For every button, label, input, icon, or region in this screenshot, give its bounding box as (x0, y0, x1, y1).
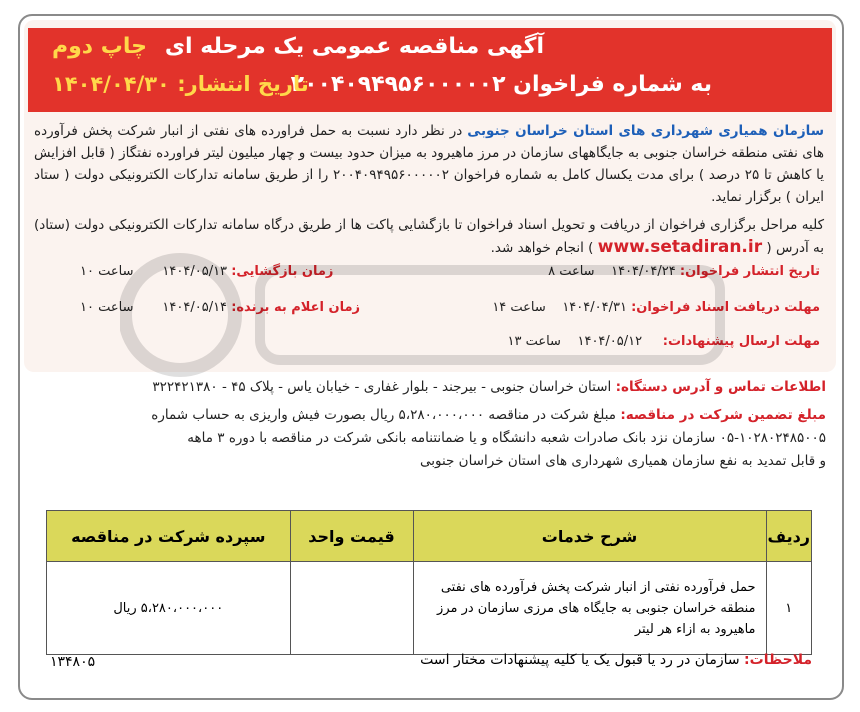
intro-text: در نظر دارد نسبت به حمل فراورده های نفتی از انبار شرکت پخش فرآورده های نفتی منطقه خراسان جنوبی به جایگاههای سازمان در مرز ماهیرود به میزان حدود بیست و چهار میلیون لیتر فراورده نفتگاز ( قابل افزایش یا کاهش تا ۲۵ درصد ) برای مدت یکسال کامل به شماره فراخوان ۲۰۰۴۰۹۴۹۵۶۰۰۰۰۰۲ را از طریق سامانه تدارکات الکترونیکی دولت ( ستاد ایران ) برگزار نماید. (34, 123, 824, 205)
contact-label: اطلاعات تماس و آدرس دستگاه: (615, 379, 826, 395)
docs-date: ۱۴۰۴/۰۴/۳۱ (562, 300, 627, 315)
publish-label: تاریخ انتشار فراخوان: (679, 264, 820, 279)
opening-label: زمان بازگشایی: (231, 264, 334, 279)
remarks (420, 652, 812, 668)
col-deposit: سپرده شرکت در مناقصه (47, 511, 291, 562)
winner-time: ساعت ۱۰ (80, 300, 134, 315)
opening-time: ساعت ۱۰ (80, 264, 134, 279)
org-name: سازمان همیاری شهرداری های استان خراسان جنوبی (467, 123, 825, 139)
intro-paragraph (34, 120, 824, 208)
procedure-text-b: ) انجام خواهد شد. (490, 240, 594, 256)
cell-deposit: ۵،۲۸۰،۰۰۰،۰۰۰ ریال (47, 562, 291, 655)
watermark-logo (120, 240, 740, 390)
col-description: شرح خدمات (413, 511, 766, 562)
services-table (46, 510, 812, 655)
procedure-text-a: کلیه مراحل برگزاری فراخوان از دریافت و تحویل اسناد فراخوان تا بازگشایی پاکت ها از طریق درگاه سامانه تدارکات الکترونیکی دولت (ستاد) به آدرس ( (34, 217, 824, 256)
contact-text: استان خراسان جنوبی - بیرجند - بلوار غفاری - خیابان یاس - پلاک ۴۵ - ۳۲۲۴۲۱۳۸۰ (152, 379, 612, 395)
remarks-text: سازمان در رد یا قبول یک یا کلیه پیشنهادات مختار است (420, 652, 740, 668)
guarantee-text-2: ۰۵-۱۰۲۸۰۲۴۸۵۰۰۵ سازمان نزد بانک صادرات شعبه دانشگاه و یا ضمانتنامه بانکی شرکت در مناقصه با دوره ۳ ماهه (187, 430, 826, 446)
winner-label: زمان اعلام به برنده: (231, 300, 361, 315)
ad-code: ۱۳۴۸۰۵ (50, 654, 96, 670)
table-row (47, 562, 812, 655)
ad-title: آگهی مناقصه عمومی یک مرحله ای (164, 34, 544, 59)
docs-label: مهلت دریافت اسناد فراخوان: (631, 300, 820, 315)
docs-time: ساعت ۱۴ (492, 300, 546, 315)
guarantee-text-1: مبلغ شرکت در مناقصه ۵،۲۸۰،۰۰۰،۰۰۰ ریال بصورت فیش واریزی به حساب شماره (151, 407, 617, 423)
cell-description: حمل فرآورده نفتی از انبار شرکت پخش فرآورده های نفتی منطقه خراسان جنوبی به جایگاه های مرزی سازمان در مرز ماهیرود به ازاء هر لیتر (413, 562, 766, 655)
guarantee-text-3: و قابل تمدید به نفع سازمان همیاری شهرداری های استان خراسان جنوبی (419, 453, 826, 469)
print-label: چاپ دوم (52, 34, 147, 59)
website-link[interactable]: www.setadiran.ir (597, 237, 763, 257)
col-index: ردیف (766, 511, 811, 562)
guarantee-block (36, 404, 826, 473)
winner-date: ۱۴۰۴/۰۵/۱۴ (162, 300, 228, 315)
publish-date-value: ۱۴۰۴/۰۴/۲۴ (611, 264, 676, 279)
tender-number: به شماره فراخوان ۲۰۰۴۰۹۴۹۵۶۰۰۰۰۰۲ (290, 72, 712, 97)
submit-time: ساعت ۱۳ (507, 334, 561, 349)
remarks-label: ملاحظات: (744, 652, 812, 668)
publish-date: تاریخ انتشار: ۱۴۰۴/۰۴/۳۰ (52, 72, 309, 96)
submit-date: ۱۴۰۴/۰۵/۱۲ (577, 334, 643, 349)
submit-label: مهلت ارسال پیشنهادات: (662, 334, 820, 349)
ad-header (28, 28, 832, 112)
cell-index: ۱ (766, 562, 811, 655)
opening-date: ۱۴۰۴/۰۵/۱۳ (162, 264, 228, 279)
col-unit-price: قیمت واحد (290, 511, 413, 562)
contact-line (36, 376, 826, 399)
publish-time: ساعت ۸ (548, 264, 595, 279)
cell-unit-price (290, 562, 413, 655)
table-header-row (47, 511, 812, 562)
guarantee-label: مبلغ تضمین شرکت در مناقصه: (620, 407, 826, 423)
